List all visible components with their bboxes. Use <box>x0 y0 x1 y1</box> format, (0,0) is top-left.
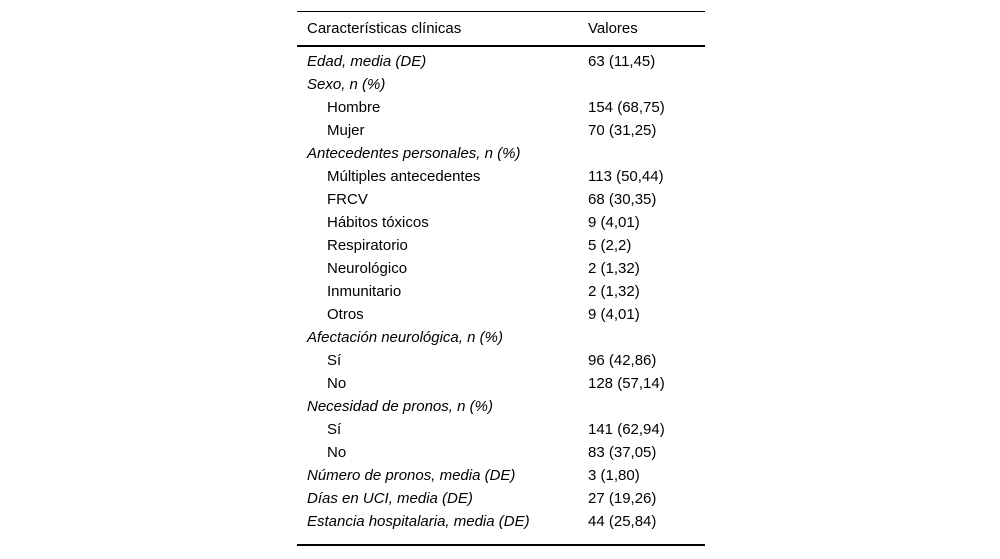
row-label-sub: Mujer <box>327 122 365 139</box>
row-label-sub: Sí <box>327 421 342 438</box>
row-label-category: Necesidad de pronos, n (%) <box>307 398 493 415</box>
row-label-sub: Hábitos tóxicos <box>327 214 429 231</box>
row-value: 5 (2,2) <box>588 237 632 254</box>
row-value <box>588 142 705 165</box>
table-row <box>297 510 705 533</box>
row-value: 113 (50,44) <box>588 168 664 185</box>
table <box>297 12 705 533</box>
row-label-category: Antecedentes personales, n (%) <box>307 145 521 162</box>
column-header-characteristics: Características clínicas <box>297 12 588 46</box>
row-label-category: Edad, media (DE) <box>307 53 427 70</box>
row-value <box>588 73 705 96</box>
row-value: 83 (37,05) <box>588 444 657 461</box>
row-value: 2 (1,32) <box>588 283 640 300</box>
table-row <box>297 326 705 349</box>
row-value: 3 (1,80) <box>588 467 640 484</box>
table-row <box>297 165 705 188</box>
table-row <box>297 46 705 73</box>
row-value: 70 (31,25) <box>588 122 657 139</box>
row-value: 63 (11,45) <box>588 53 656 70</box>
table-row <box>297 418 705 441</box>
column-header-values: Valores <box>588 12 705 46</box>
row-label-sub: Inmunitario <box>327 283 402 300</box>
row-value: 9 (4,01) <box>588 306 640 323</box>
row-value: 141 (62,94) <box>588 421 665 438</box>
row-label-category: Afectación neurológica, n (%) <box>307 329 503 346</box>
row-value: 27 (19,26) <box>588 490 657 507</box>
row-label-sub: FRCV <box>327 191 368 208</box>
table-row <box>297 73 705 96</box>
table-row <box>297 142 705 165</box>
row-value: 128 (57,14) <box>588 375 665 392</box>
table-row <box>297 441 705 464</box>
row-label-sub: Respiratorio <box>327 237 408 254</box>
row-value <box>588 395 705 418</box>
row-value: 154 (68,75) <box>588 99 665 116</box>
table-row <box>297 372 705 395</box>
row-label-sub: No <box>327 375 347 392</box>
row-value: 96 (42,86) <box>588 352 657 369</box>
row-label-sub: Múltiples antecedentes <box>327 168 481 185</box>
table-row <box>297 211 705 234</box>
row-value: 2 (1,32) <box>588 260 640 277</box>
row-label-sub: Otros <box>327 306 364 323</box>
row-label-sub: Neurológico <box>327 260 408 277</box>
row-label-category: Número de pronos, media (DE) <box>307 467 516 484</box>
table-row <box>297 234 705 257</box>
row-value: 9 (4,01) <box>588 214 640 231</box>
table-row <box>297 188 705 211</box>
table-row <box>297 303 705 326</box>
row-label-category: Días en UCI, media (DE) <box>307 490 473 507</box>
table-row <box>297 464 705 487</box>
row-value: 68 (30,35) <box>588 191 657 208</box>
row-label-sub: Sí <box>327 352 342 369</box>
row-label-sub: No <box>327 444 347 461</box>
table-row <box>297 257 705 280</box>
table-row <box>297 395 705 418</box>
row-label-category: Sexo, n (%) <box>307 76 386 93</box>
table-row <box>297 119 705 142</box>
row-label-sub: Hombre <box>327 99 381 116</box>
row-value <box>588 326 705 349</box>
table-header-row <box>297 12 705 46</box>
row-value: 44 (25,84) <box>588 513 657 530</box>
table-row <box>297 96 705 119</box>
table-row <box>297 280 705 303</box>
table-row <box>297 487 705 510</box>
row-label-category: Estancia hospitalaria, media (DE) <box>307 513 530 530</box>
clinical-characteristics-table <box>297 11 705 546</box>
table-row <box>297 349 705 372</box>
